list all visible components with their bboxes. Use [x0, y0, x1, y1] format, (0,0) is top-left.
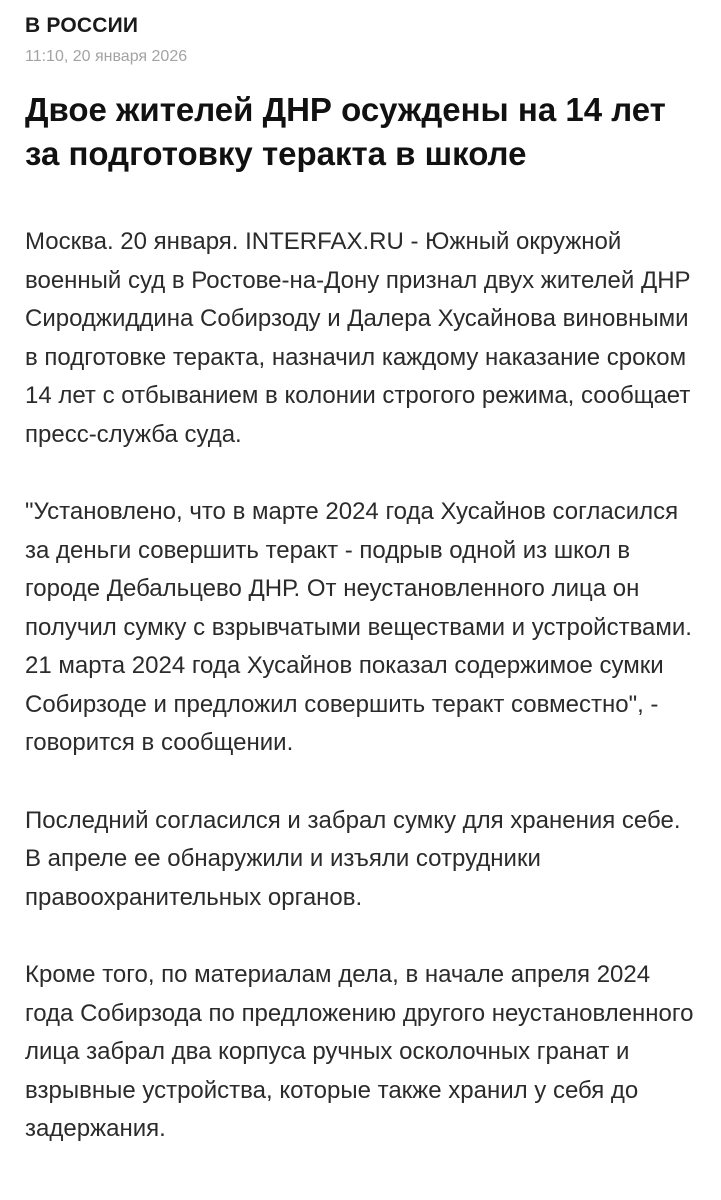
news-article	[25, 12, 705, 1188]
article-paragraph: Кроме того, по материалам дела, в начале апреля 2024 года Собирзода по предложению другого неустановленного лица забрал два корпуса ручных осколочных гранат и взрывные устройства, которые также хранил у себя до задержания.	[25, 961, 694, 1142]
rubric-link[interactable]: В РОССИИ	[25, 14, 139, 37]
article-paragraph: Последний согласился и забрал сумку для хранения себе. В апреле ее обнаружили и изъяли сотрудники правоохранительных органов.	[25, 806, 681, 911]
publication-timestamp: 11:10, 20 января 2026	[25, 48, 188, 65]
article-paragraph: "Установлено, что в марте 2024 года Хусайнов согласился за деньги совершить теракт - подрыв одной из школ в городе Дебальцево ДНР. От неустановленного лица он получил сумку с взрывчатыми веществами и устройствами. 21 марта 2024 года Хусайнов показал содержимое сумки Собирзоде и предложил совершить теракт совместно", - говорится в сообщении.	[25, 498, 692, 756]
article-paragraph: Москва. 20 января. INTERFAX.RU - Южный окружной военный суд в Ростове-на-Дону признал двух жителей ДНР Сироджиддина Собирзоду и Далера Хусайнова виновными в подготовке теракта, назначил каждому наказание сроком 14 лет с отбыванием в колонии строгого режима, сообщает пресс-служба суда.	[25, 228, 691, 448]
article-headline: Двое жителей ДНР осуждены на 14 лет за подготовку теракта в школе	[25, 91, 666, 172]
article-body	[25, 223, 705, 1149]
